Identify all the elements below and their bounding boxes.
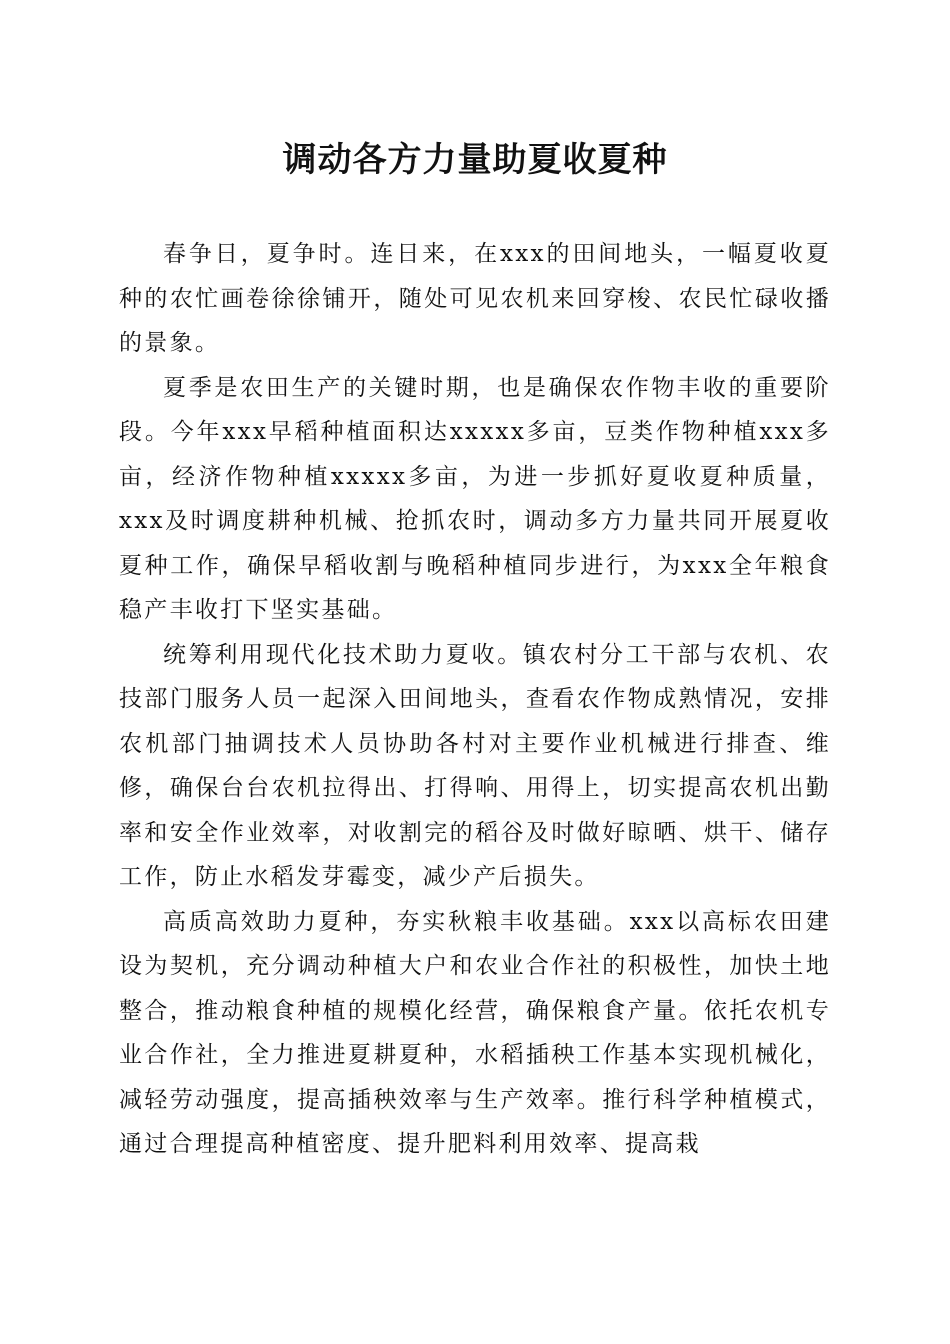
paragraph-4: 高质高效助力夏种，夯实秋粮丰收基础。xxx以高标农田建设为契机，充分调动种植大户和农业合作社的积极性，加快土地整合，推动粮食种植的规模化经营，确保粮食产量。依托农机专业合作社，全力推进夏耕夏种，水稻插秧工作基本实现机械化，减轻劳动强度，提高插秧效率与生产效率。推行科学种植模式，通过合理提高种植密度、提升肥料利用效率、提高栽 (119, 908, 831, 1157)
paragraph-2: 夏季是农田生产的关键时期，也是确保农作物丰收的重要阶段。今年xxx早稻种植面积达xxxxx多亩，豆类作物种植xxx多亩，经济作物种植xxxxx多亩，为进一步抓好夏收夏种质量，xxx及时调度耕种机械、抢抓农时，调动多方力量共同开展夏收夏种工作，确保早稻收割与晚稻种植同步进行，为xxx全年粮食稳产丰收打下坚实基础。 (119, 374, 831, 623)
paragraph-1: 春争日，夏争时。连日来，在xxx的田间地头，一幅夏收夏种的农忙画卷徐徐铺开，随处可见农机来回穿梭、农民忙碌收播的景象。 (119, 241, 831, 356)
document-body (119, 232, 831, 1167)
document-title: 调动各方力量助夏收夏种 (282, 140, 668, 180)
paragraph-3: 统筹利用现代化技术助力夏收。镇农村分工干部与农机、农技部门服务人员一起深入田间地头，查看农作物成熟情况，安排农机部门抽调技术人员协助各村对主要作业机械进行排查、维修，确保台台农机拉得出、打得响、用得上，切实提高农机出勤率和安全作业效率，对收割完的稻谷及时做好晾晒、烘干、储存工作，防止水稻发芽霉变，减少产后损失。 (119, 641, 831, 890)
